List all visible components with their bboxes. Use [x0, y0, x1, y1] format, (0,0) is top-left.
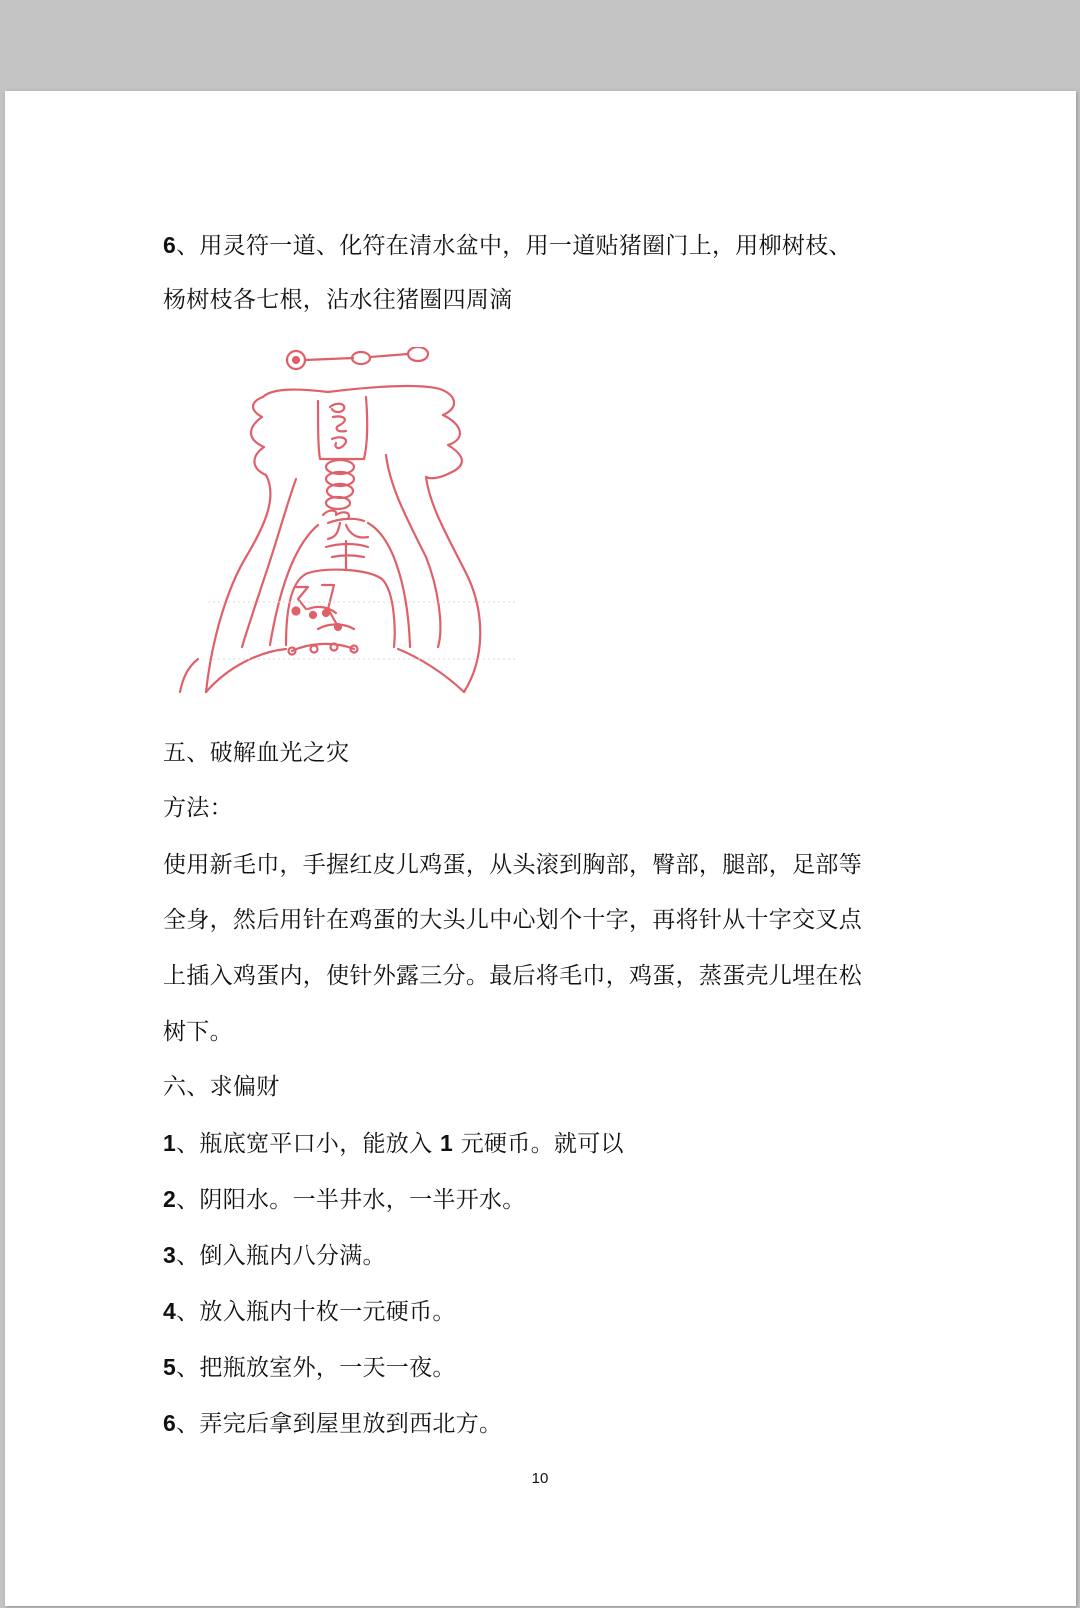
- method-label: 方法：: [163, 795, 233, 821]
- step-text: 、弄完后拿到屋里放到西北方。: [176, 1411, 503, 1437]
- step-number: 5: [163, 1354, 177, 1380]
- step-number: 1: [163, 1130, 177, 1156]
- section-6-line-1: [163, 230, 852, 261]
- step-item: [163, 1296, 456, 1327]
- step-bold-value: 1: [440, 1130, 454, 1156]
- step-text: 、放入瓶内十枚一元硬币。: [176, 1299, 456, 1325]
- step-number: 3: [163, 1242, 177, 1268]
- step-text: 、瓶底宽平口小，能放入: [176, 1131, 441, 1157]
- section-five-heading: 五、破解血光之灾: [163, 740, 350, 766]
- page-number: 10: [531, 1470, 549, 1487]
- step-item: [163, 1240, 386, 1271]
- step-text: 、把瓶放室外，一天一夜。: [176, 1355, 456, 1381]
- paragraph-line: 使用新毛巾，手握红皮儿鸡蛋，从头滚到胸部，臀部，腿部，足部等: [163, 852, 862, 878]
- talisman-drawing-icon: [168, 347, 538, 717]
- step-text-tail: 元硬币。就可以: [453, 1131, 624, 1157]
- paragraph-line: 上插入鸡蛋内，使针外露三分。最后将毛巾，鸡蛋，蒸蛋壳儿埋在松: [163, 963, 862, 989]
- paragraph-line: 树下。: [163, 1019, 233, 1045]
- step-number: 6: [163, 1410, 177, 1436]
- step-number: 4: [163, 1298, 177, 1324]
- step-text: 、用灵符一道、化符在清水盆中，用一道贴猪圈门上，用柳树枝、: [176, 233, 852, 259]
- step-item: [163, 1408, 502, 1439]
- step-text: 、阴阳水。一半井水，一半开水。: [176, 1187, 526, 1213]
- step-item: [163, 1184, 526, 1215]
- section-6-line-2: 杨树枝各七根，沾水往猪圈四周滴: [163, 287, 513, 313]
- section-six-heading: 六、求偏财: [163, 1074, 280, 1100]
- paragraph-line: 全身，然后用针在鸡蛋的大头儿中心划个十字，再将针从十字交叉点: [163, 907, 862, 933]
- step-number: 2: [163, 1186, 177, 1212]
- step-item: [163, 1128, 624, 1159]
- step-number: 6: [163, 232, 177, 258]
- step-item: [163, 1352, 456, 1383]
- step-text: 、倒入瓶内八分满。: [176, 1243, 386, 1269]
